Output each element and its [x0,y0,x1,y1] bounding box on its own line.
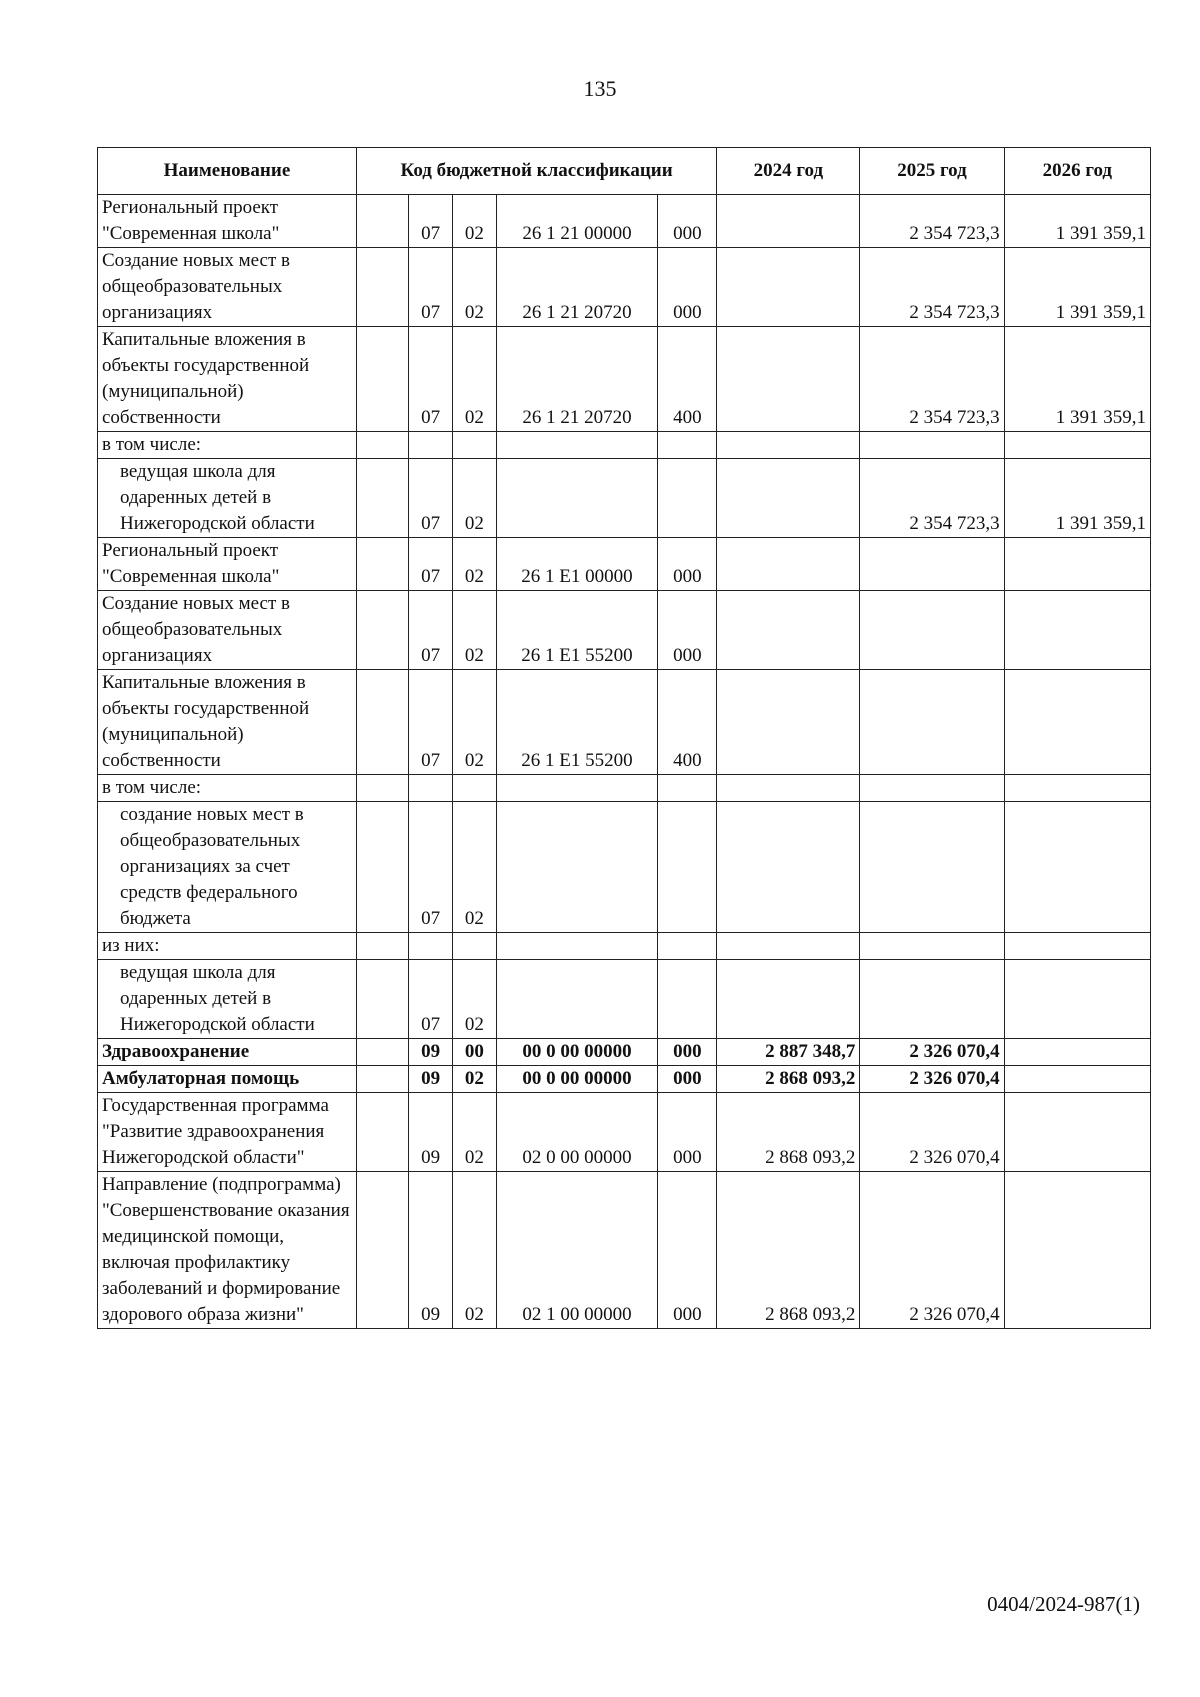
cell-expense-type: 000 [658,538,717,591]
cell-expense-type [658,960,717,1039]
cell-2024: 2 868 093,2 [717,1066,860,1093]
cell-section: 07 [409,802,453,933]
table-row [98,933,1151,960]
cell-name: Капитальные вложения в объекты государственной (муниципальной) собственности [98,327,357,432]
cell-2026 [1004,432,1150,459]
cell-subsection: 02 [452,248,496,327]
cell-target-article: 02 0 00 00000 [496,1093,658,1172]
cell-target-article [496,432,658,459]
cell-section: 07 [409,459,453,538]
cell-name: Региональный проект "Современная школа" [98,195,357,248]
cell-target-article: 26 1 E1 00000 [496,538,658,591]
cell-name: Создание новых мест в общеобразовательных организациях [98,248,357,327]
table-row [98,459,1151,538]
cell-subsection: 02 [452,1093,496,1172]
cell-2026: 1 391 359,1 [1004,327,1150,432]
cell-name: Амбулаторная помощь [98,1066,357,1093]
cell-2026 [1004,1039,1150,1066]
cell-name: в том числе: [98,432,357,459]
cell-section: 07 [409,327,453,432]
table-row [98,960,1151,1039]
cell-2026 [1004,775,1150,802]
table-body [98,195,1151,1329]
cell-section: 07 [409,538,453,591]
cell-2024 [717,933,860,960]
cell-2025 [860,538,1004,591]
cell-2025: 2 354 723,3 [860,459,1004,538]
cell-expense-type [658,775,717,802]
cell-code-1 [356,248,408,327]
cell-code-1 [356,1066,408,1093]
cell-subsection: 02 [452,802,496,933]
cell-2024 [717,670,860,775]
cell-2025 [860,933,1004,960]
cell-name: Здравоохранение [98,1039,357,1066]
cell-code-1 [356,327,408,432]
cell-2025 [860,960,1004,1039]
cell-name: в том числе: [98,775,357,802]
cell-subsection [452,775,496,802]
cell-expense-type [658,432,717,459]
cell-subsection: 02 [452,538,496,591]
cell-target-article [496,802,658,933]
cell-2024 [717,960,860,1039]
cell-expense-type: 000 [658,591,717,670]
cell-code-1 [356,933,408,960]
cell-2025: 2 326 070,4 [860,1066,1004,1093]
cell-2025: 2 326 070,4 [860,1172,1004,1329]
cell-section: 07 [409,248,453,327]
cell-name: Создание новых мест в общеобразовательных организациях [98,591,357,670]
cell-subsection: 02 [452,960,496,1039]
cell-section: 07 [409,195,453,248]
cell-code-1 [356,775,408,802]
cell-2026 [1004,1066,1150,1093]
cell-section [409,775,453,802]
cell-code-1 [356,538,408,591]
cell-2024 [717,195,860,248]
cell-2024: 2 868 093,2 [717,1093,860,1172]
table-row [98,248,1151,327]
cell-section: 09 [409,1039,453,1066]
table-row [98,802,1151,933]
header-2025: 2025 год [860,148,1004,195]
table-row [98,327,1151,432]
cell-subsection: 02 [452,1172,496,1329]
cell-expense-type: 000 [658,1066,717,1093]
cell-code-1 [356,802,408,933]
cell-expense-type: 000 [658,1172,717,1329]
cell-2026 [1004,538,1150,591]
table-row [98,775,1151,802]
cell-code-1 [356,591,408,670]
cell-section: 07 [409,960,453,1039]
cell-2026 [1004,670,1150,775]
cell-code-1 [356,1172,408,1329]
cell-2026 [1004,802,1150,933]
cell-section [409,432,453,459]
header-2026: 2026 год [1004,148,1150,195]
table-row [98,670,1151,775]
cell-2025 [860,432,1004,459]
cell-2026: 1 391 359,1 [1004,195,1150,248]
cell-subsection [452,933,496,960]
cell-code-1 [356,670,408,775]
cell-2026 [1004,933,1150,960]
cell-section: 09 [409,1172,453,1329]
cell-2024: 2 868 093,2 [717,1172,860,1329]
cell-name: Капитальные вложения в объекты государственной (муниципальной) собственности [98,670,357,775]
cell-2026 [1004,1093,1150,1172]
cell-2024: 2 887 348,7 [717,1039,860,1066]
table-row [98,1066,1151,1093]
cell-2025: 2 354 723,3 [860,327,1004,432]
cell-subsection: 02 [452,195,496,248]
cell-name: из них: [98,933,357,960]
cell-target-article: 02 1 00 00000 [496,1172,658,1329]
table-row [98,591,1151,670]
cell-name: Региональный проект "Современная школа" [98,538,357,591]
cell-code-1 [356,195,408,248]
cell-2024 [717,432,860,459]
cell-section [409,933,453,960]
cell-subsection: 02 [452,591,496,670]
table-header-row [98,148,1151,195]
cell-name: ведущая школа для одаренных детей в Нижегородской области [98,960,357,1039]
cell-target-article: 26 1 21 20720 [496,327,658,432]
cell-target-article: 26 1 E1 55200 [496,670,658,775]
document-code: 0404/2024-987(1) [987,1592,1140,1616]
cell-2024 [717,538,860,591]
table-row [98,195,1151,248]
cell-name: Государственная программа "Развитие здравоохранения Нижегородской области" [98,1093,357,1172]
cell-2025: 2 354 723,3 [860,195,1004,248]
cell-subsection: 02 [452,670,496,775]
cell-section: 07 [409,670,453,775]
cell-expense-type: 000 [658,248,717,327]
cell-2024 [717,775,860,802]
cell-name: создание новых мест в общеобразовательных организациях за счет средств федерального бюджета [98,802,357,933]
cell-code-1 [356,1039,408,1066]
cell-2025: 2 354 723,3 [860,248,1004,327]
cell-target-article [496,960,658,1039]
cell-2024 [717,248,860,327]
header-code: Код бюджетной классификации [356,148,716,195]
header-name: Наименование [98,148,357,195]
table-row [98,1039,1151,1066]
cell-code-1 [356,960,408,1039]
table-row [98,1093,1151,1172]
cell-target-article: 26 1 21 00000 [496,195,658,248]
cell-2024 [717,802,860,933]
cell-2026 [1004,591,1150,670]
cell-target-article [496,933,658,960]
cell-expense-type: 000 [658,195,717,248]
cell-2024 [717,591,860,670]
cell-name: ведущая школа для одаренных детей в Нижегородской области [98,459,357,538]
header-2024: 2024 год [717,148,860,195]
cell-2026: 1 391 359,1 [1004,248,1150,327]
cell-expense-type: 000 [658,1039,717,1066]
cell-subsection: 02 [452,327,496,432]
cell-target-article [496,459,658,538]
cell-2026: 1 391 359,1 [1004,459,1150,538]
cell-expense-type [658,933,717,960]
cell-expense-type [658,802,717,933]
page-number: 135 [583,76,617,101]
cell-2025 [860,670,1004,775]
cell-2026 [1004,960,1150,1039]
cell-section: 09 [409,1066,453,1093]
cell-section: 07 [409,591,453,670]
cell-subsection: 02 [452,1066,496,1093]
cell-2025 [860,591,1004,670]
cell-section: 09 [409,1093,453,1172]
cell-2024 [717,327,860,432]
cell-subsection [452,432,496,459]
cell-2025: 2 326 070,4 [860,1039,1004,1066]
cell-target-article: 26 1 E1 55200 [496,591,658,670]
cell-2025 [860,775,1004,802]
cell-expense-type: 400 [658,670,717,775]
table-row [98,1172,1151,1329]
cell-2024 [717,459,860,538]
budget-table [97,147,1151,1329]
cell-name: Направление (подпрограмма) "Совершенствование оказания медицинской помощи, включая профилактику заболеваний и формирование здорового образа жизни" [98,1172,357,1329]
cell-2026 [1004,1172,1150,1329]
cell-expense-type: 400 [658,327,717,432]
cell-target-article: 00 0 00 00000 [496,1039,658,1066]
cell-subsection: 02 [452,459,496,538]
cell-subsection: 00 [452,1039,496,1066]
cell-code-1 [356,459,408,538]
cell-expense-type [658,459,717,538]
cell-target-article: 00 0 00 00000 [496,1066,658,1093]
cell-code-1 [356,1093,408,1172]
cell-expense-type: 000 [658,1093,717,1172]
cell-code-1 [356,432,408,459]
cell-target-article: 26 1 21 20720 [496,248,658,327]
cell-target-article [496,775,658,802]
cell-2025 [860,802,1004,933]
table-row [98,432,1151,459]
cell-2025: 2 326 070,4 [860,1093,1004,1172]
table-row [98,538,1151,591]
